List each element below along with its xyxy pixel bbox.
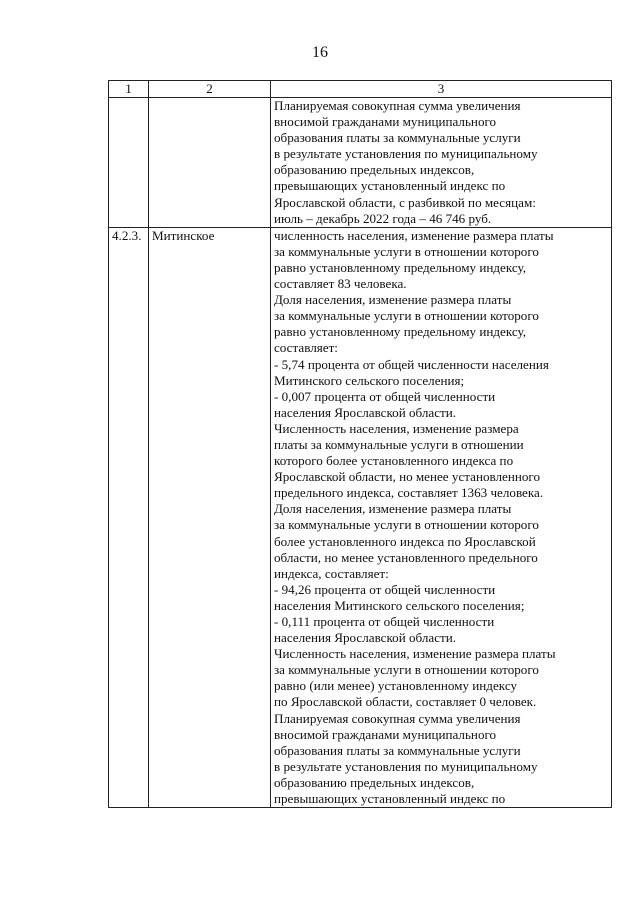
text-line: вносимой гражданами муниципального (274, 114, 497, 130)
text-line: составляет: (274, 340, 338, 356)
text-line: Доля населения, изменение размера платы (274, 501, 512, 517)
text-line: по Ярославской области, составляет 0 человек. (274, 694, 537, 710)
text-line: образования платы за коммунальные услуги (274, 130, 521, 146)
column-header-3: 3 (271, 81, 612, 98)
settlement-name-cell: Митинское (149, 227, 271, 807)
text-line: в результате установления по муниципальному (274, 758, 538, 774)
text-line: за коммунальные услуги в отношении которого (274, 662, 539, 678)
text-line: равно установленному предельному индексу, (274, 324, 527, 340)
text-line: платы за коммунальные услуги в отношении (274, 436, 524, 452)
text-line: Доля населения, изменение размера платы (274, 292, 512, 308)
text-line: Митинского сельского поселения; (274, 372, 465, 388)
text-line: образованию предельных индексов, (274, 774, 475, 790)
description-lines (274, 98, 608, 227)
table-row (109, 227, 612, 807)
document-table (108, 80, 612, 808)
text-line: - 0,007 процента от общей численности (274, 388, 496, 404)
text-line: которого более установленного индекса по (274, 453, 514, 469)
text-line: - 94,26 процента от общей численности (274, 581, 496, 597)
description-lines (274, 228, 608, 807)
settlement-name-cell (149, 98, 271, 228)
text-line: более установленного индекса по Ярославской (274, 533, 536, 549)
description-cell (271, 227, 612, 807)
text-line: численность населения, изменение размера платы (274, 227, 554, 243)
text-line: образованию предельных индексов, (274, 162, 475, 178)
text-line: за коммунальные услуги в отношении которого (274, 308, 539, 324)
text-line: населения Ярославской области. (274, 630, 457, 646)
text-line: индекса, составляет: (274, 565, 389, 581)
text-line: - 0,111 процента от общей численности (274, 614, 495, 629)
text-line: равно установленному предельному индексу, (274, 259, 527, 275)
text-line: Численность населения, изменение размера (274, 420, 519, 436)
row-number-cell: 4.2.3. (109, 227, 149, 807)
text-line: области, но менее установленного предельного (274, 549, 538, 565)
text-line: за коммунальные услуги в отношении которого (274, 243, 539, 259)
page-number: 16 (312, 44, 328, 61)
text-line: в результате установления по муниципальному (274, 146, 538, 162)
text-line: составляет 83 человека. (274, 276, 407, 292)
text-line: равно (или менее) установленному индексу (274, 678, 518, 694)
text-line: населения Ярославской области. (274, 404, 457, 420)
text-line: превышающих установленный индекс по (274, 178, 506, 194)
table-row (109, 98, 612, 228)
text-line: Численность населения, изменение размера платы (274, 646, 556, 662)
text-line: июль – декабрь 2022 года – 46 746 руб. (274, 210, 492, 226)
text-line: вносимой гражданами муниципального (274, 726, 497, 742)
text-line: - 5,74 процента от общей численности населения (274, 356, 549, 372)
text-line: превышающих установленный индекс по (274, 791, 506, 807)
column-header-2: 2 (149, 81, 271, 98)
text-line: Планируемая совокупная сумма увеличения (274, 710, 521, 726)
row-number-cell (109, 98, 149, 228)
text-line: Ярославской области, с разбивкой по месяцам: (274, 194, 536, 210)
text-line: образования платы за коммунальные услуги (274, 742, 521, 758)
text-line: за коммунальные услуги в отношении которого (274, 517, 539, 533)
text-line: Ярославской области, но менее установленного (274, 469, 541, 485)
description-cell (271, 98, 612, 228)
table-header-row (109, 81, 612, 98)
text-line: населения Митинского сельского поселения; (274, 597, 525, 613)
text-line: Планируемая совокупная сумма увеличения (274, 98, 521, 113)
text-line: предельного индекса, составляет 1363 человека. (274, 485, 544, 501)
column-header-1: 1 (109, 81, 149, 98)
